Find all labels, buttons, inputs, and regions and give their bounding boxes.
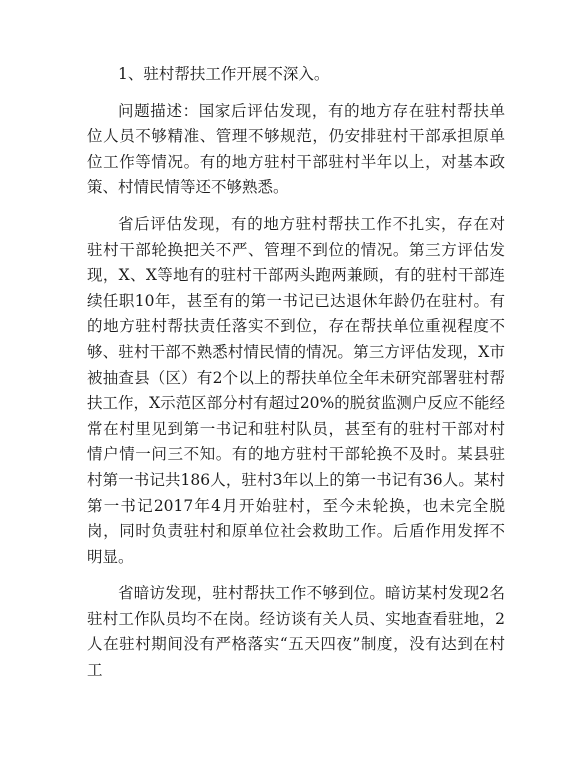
document-body bbox=[87, 62, 505, 695]
paragraph-problem-description: 问题描述：国家后评估发现，有的地方存在驻村帮扶单位人员不够精准、管理不够规范，仍安排驻村干部承担原单位工作等情况。有的地方驻村干部驻村半年以上，对基本政策、村情民情等还不够熟悉。 bbox=[87, 101, 505, 197]
paragraph-provincial-inspection: 省暗访发现，驻村帮扶工作不够到位。暗访某村发现2名驻村工作队员均不在岗。经访谈有关人员、实地查看驻地，2人在驻村期间没有严格落实“五天四夜”制度，没有达到在村工 bbox=[87, 584, 505, 680]
section-heading: 1、驻村帮扶工作开展不深入。 bbox=[118, 65, 330, 83]
paragraph-provincial-evaluation: 省后评估发现，有的地方驻村帮扶工作不扎实，存在对驻村干部轮换把关不严、管理不到位的情况。第三方评估发现，X、X等地有的驻村干部两头跑两兼顾，有的驻村干部连续任职10年，甚至有的第一书记已达退休年龄仍在驻村。有的地方驻村帮扶责任落实不到位，存在帮扶单位重视程度不够、驻村干部不熟悉村情民情的情况。第三方评估发现，X市被抽查县（区）有2个以上的帮扶单位全年未研究部署驻村帮扶工作，X示范区部分村有超过20%的脱贫监测户反应不能经常在村里见到第一书记和驻村队员，甚至有的驻村干部对村情户情一问三不知。有的地方驻村干部轮换不及时。某县驻村第一书记共186人，驻村3年以上的第一书记有36人。某村第一书记2017年4月开始驻村，至今未轮换，也未完全脱岗，同时负责驻村和原单位社会救助工作。后盾作用发挥不明显。 bbox=[87, 214, 505, 566]
